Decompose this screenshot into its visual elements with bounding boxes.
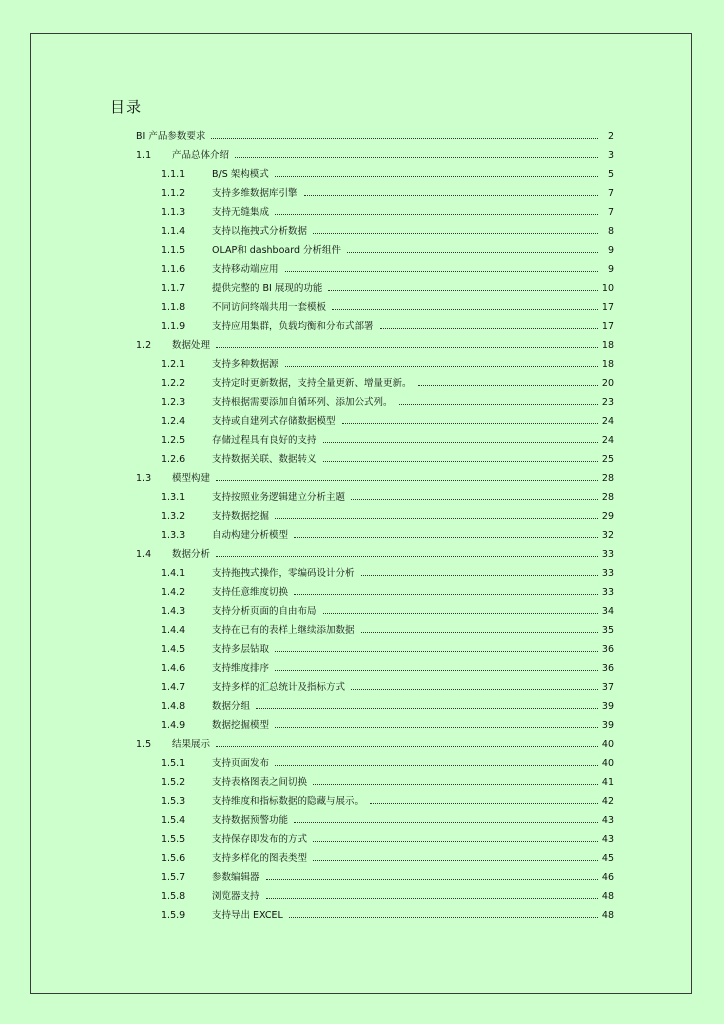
toc-entry-title[interactable]: 存储过程具有良好的支持 — [212, 431, 323, 450]
toc-entry-title[interactable]: 支持数据预警功能 — [212, 811, 294, 830]
toc-entry-number: 1.5.2 — [161, 777, 186, 788]
toc-entry-title[interactable]: 支持或自建列式存储数据模型 — [212, 412, 342, 431]
toc-entry-title[interactable]: 不同访问终端共用一套模板 — [212, 298, 332, 317]
toc-entry-number: 1.4.7 — [161, 682, 186, 693]
dot-leader — [347, 252, 606, 253]
toc-entry-title[interactable]: 支持移动端应用 — [212, 260, 285, 279]
toc-entry-number: 1.4.2 — [161, 587, 186, 598]
toc-entry-page: 37 — [598, 678, 614, 697]
toc-entry-title[interactable]: 支持无缝集成 — [212, 203, 275, 222]
toc-entry-title[interactable]: 数据挖掘模型 — [212, 716, 275, 735]
toc-entry-title[interactable]: 支持根据需要添加自循环列、添加公式列。 — [212, 393, 399, 412]
toc-entry-number: 1.1.2 — [161, 188, 186, 199]
toc-entry-page: 43 — [598, 830, 614, 849]
toc-entry-title[interactable]: 支持多样化的图表类型 — [212, 849, 313, 868]
toc-entry-title[interactable]: 支持维度排序 — [212, 659, 275, 678]
toc-entry[interactable] — [0, 260, 724, 279]
toc-entry[interactable] — [0, 868, 724, 887]
dot-leader — [313, 841, 606, 842]
toc-entry-title[interactable]: 支持任意维度切换 — [212, 583, 294, 602]
toc-entry-page: 7 — [598, 184, 614, 203]
dot-leader — [211, 138, 606, 139]
dot-leader — [294, 822, 606, 823]
dot-leader — [216, 480, 606, 481]
toc-entry-page: 9 — [598, 260, 614, 279]
toc-entry-title[interactable]: 支持多层钻取 — [212, 640, 275, 659]
toc-entry[interactable] — [0, 792, 724, 811]
toc-entry-page: 25 — [598, 450, 614, 469]
toc-entry[interactable] — [0, 735, 724, 754]
toc-entry-page: 34 — [598, 602, 614, 621]
toc-entry-title[interactable]: 模型构建 — [172, 469, 216, 488]
dot-leader — [418, 385, 606, 386]
dot-leader — [275, 518, 606, 519]
toc-entry[interactable] — [0, 583, 724, 602]
dot-leader — [351, 689, 606, 690]
toc-entry-page: 32 — [598, 526, 614, 545]
toc-entry[interactable] — [0, 127, 724, 146]
toc-entry[interactable] — [0, 165, 724, 184]
toc-entry-page: 17 — [598, 298, 614, 317]
toc-entry-title[interactable]: 支持以拖拽式分析数据 — [212, 222, 313, 241]
toc-entry[interactable] — [0, 887, 724, 906]
toc-entry[interactable] — [0, 811, 724, 830]
toc-entry-number: 1.4 — [136, 549, 152, 560]
toc-entry-page: 45 — [598, 849, 614, 868]
toc-entry[interactable] — [0, 184, 724, 203]
toc-entry-number: 1.5.5 — [161, 834, 186, 845]
dot-leader — [332, 309, 606, 310]
toc-entry-page: 39 — [598, 697, 614, 716]
toc-entry-page: 36 — [598, 640, 614, 659]
toc-entry-title[interactable]: 浏览器支持 — [212, 887, 266, 906]
dot-leader — [294, 594, 606, 595]
toc-entry-number: 1.3.3 — [161, 530, 186, 541]
toc-entry[interactable] — [0, 241, 724, 260]
toc-entry-page: 20 — [598, 374, 614, 393]
toc-entry-number: 1.4.3 — [161, 606, 186, 617]
toc-entry[interactable] — [0, 545, 724, 564]
dot-leader — [294, 537, 606, 538]
toc-entry-title[interactable]: 支持导出 EXCEL — [212, 906, 289, 925]
toc-entry[interactable] — [0, 697, 724, 716]
toc-entry-number: 1.1.4 — [161, 226, 186, 237]
toc-entry-number: 1.3.1 — [161, 492, 186, 503]
dot-leader — [328, 290, 606, 291]
dot-leader — [285, 366, 606, 367]
toc-entry-number: 1.5.3 — [161, 796, 186, 807]
toc-entry-page: 39 — [598, 716, 614, 735]
toc-entry[interactable] — [0, 488, 724, 507]
toc-entry-number: 1.1.5 — [161, 245, 186, 256]
toc-entry-title[interactable]: 支持拖拽式操作，零编码设计分析 — [212, 564, 361, 583]
toc-entry-number: 1.1.7 — [161, 283, 186, 294]
toc-entry-title[interactable]: 支持定时更新数据，支持全量更新、增量更新。 — [212, 374, 418, 393]
toc-entry[interactable] — [0, 640, 724, 659]
dot-leader — [235, 157, 606, 158]
dot-leader — [289, 917, 606, 918]
toc-entry-page: 33 — [598, 583, 614, 602]
toc-entry-page: 40 — [598, 735, 614, 754]
toc-entry-title[interactable]: 支持数据关联、数据转义 — [212, 450, 323, 469]
toc-entry-page: 48 — [598, 887, 614, 906]
toc-entry-title[interactable]: 支持按照业务逻辑建立分析主题 — [212, 488, 351, 507]
toc-entry[interactable] — [0, 393, 724, 412]
dot-leader — [216, 556, 606, 557]
toc-entry-number: 1.1 — [136, 150, 152, 161]
toc-entry[interactable] — [0, 450, 724, 469]
toc-entry-title[interactable]: 支持分析页面的自由布局 — [212, 602, 323, 621]
dot-leader — [313, 860, 606, 861]
dot-leader — [275, 727, 606, 728]
dot-leader — [216, 746, 606, 747]
toc-entry-title[interactable]: 支持多维数据库引擎 — [212, 184, 304, 203]
toc-entry-number: 1.5 — [136, 739, 152, 750]
toc-entry-title[interactable]: 自动构建分析模型 — [212, 526, 294, 545]
toc-entry-number: 1.5.8 — [161, 891, 186, 902]
toc-entry-number: 1.4.5 — [161, 644, 186, 655]
toc-entry[interactable] — [0, 374, 724, 393]
toc-entry-title[interactable]: BI 产品参数要求 — [136, 127, 211, 146]
toc-entry-number: 1.2.3 — [161, 397, 186, 408]
toc-entry-page: 5 — [598, 165, 614, 184]
toc-entry[interactable] — [0, 222, 724, 241]
toc-entry[interactable] — [0, 298, 724, 317]
table-of-contents — [0, 127, 724, 925]
toc-entry[interactable] — [0, 602, 724, 621]
dot-leader — [323, 613, 606, 614]
toc-entry-page: 41 — [598, 773, 614, 792]
toc-entry-title[interactable]: 数据处理 — [172, 336, 216, 355]
dot-leader — [275, 765, 606, 766]
toc-entry-number: 1.4.4 — [161, 625, 186, 636]
dot-leader — [275, 176, 606, 177]
toc-entry-number: 1.4.1 — [161, 568, 186, 579]
toc-entry-number: 1.1.8 — [161, 302, 186, 313]
toc-entry-page: 36 — [598, 659, 614, 678]
toc-entry-page: 40 — [598, 754, 614, 773]
toc-entry-number: 1.5.6 — [161, 853, 186, 864]
toc-entry[interactable] — [0, 146, 724, 165]
toc-entry-page: 48 — [598, 906, 614, 925]
toc-entry[interactable] — [0, 336, 724, 355]
toc-entry-title[interactable]: 支持在已有的表样上继续添加数据 — [212, 621, 361, 640]
dot-leader — [351, 499, 606, 500]
dot-leader — [266, 879, 606, 880]
toc-entry-number: 1.2.1 — [161, 359, 186, 370]
toc-entry[interactable] — [0, 773, 724, 792]
dot-leader — [313, 784, 606, 785]
dot-leader — [313, 233, 606, 234]
dot-leader — [256, 708, 606, 709]
toc-entry-title[interactable]: 支持保存即发布的方式 — [212, 830, 313, 849]
toc-entry[interactable] — [0, 716, 724, 735]
dot-leader — [380, 328, 606, 329]
toc-entry-title[interactable]: 支持多样的汇总统计及指标方式 — [212, 678, 351, 697]
toc-entry-page: 33 — [598, 564, 614, 583]
dot-leader — [266, 898, 606, 899]
toc-entry-page: 2 — [598, 127, 614, 146]
toc-entry-number: 1.2.2 — [161, 378, 186, 389]
dot-leader — [275, 651, 606, 652]
toc-entry-number: 1.3.2 — [161, 511, 186, 522]
toc-entry-title[interactable]: B/S 架构模式 — [212, 165, 275, 184]
toc-entry[interactable] — [0, 849, 724, 868]
toc-entry-page: 17 — [598, 317, 614, 336]
toc-entry-page: 35 — [598, 621, 614, 640]
toc-entry-page: 23 — [598, 393, 614, 412]
toc-entry[interactable] — [0, 203, 724, 222]
dot-leader — [275, 214, 606, 215]
toc-heading: 目录 — [110, 98, 143, 116]
toc-entry-number: 1.1.1 — [161, 169, 186, 180]
toc-entry-page: 7 — [598, 203, 614, 222]
toc-entry[interactable] — [0, 621, 724, 640]
toc-entry[interactable] — [0, 906, 724, 925]
toc-entry-number: 1.1.9 — [161, 321, 186, 332]
dot-leader — [361, 575, 606, 576]
toc-entry[interactable] — [0, 564, 724, 583]
toc-entry-title[interactable]: 支持表格图表之间切换 — [212, 773, 313, 792]
dot-leader — [275, 670, 606, 671]
dot-leader — [323, 461, 606, 462]
toc-entry-number: 1.2.5 — [161, 435, 186, 446]
dot-leader — [342, 423, 606, 424]
dot-leader — [399, 404, 606, 405]
toc-entry-page: 24 — [598, 412, 614, 431]
dot-leader — [304, 195, 606, 196]
toc-entry[interactable] — [0, 412, 724, 431]
toc-entry-page: 9 — [598, 241, 614, 260]
toc-entry-page: 42 — [598, 792, 614, 811]
toc-entry[interactable] — [0, 279, 724, 298]
toc-entry-page: 28 — [598, 469, 614, 488]
toc-entry-title[interactable]: 支持维度和指标数据的隐藏与展示。 — [212, 792, 370, 811]
toc-entry-page: 33 — [598, 545, 614, 564]
toc-entry-number: 1.5.1 — [161, 758, 186, 769]
dot-leader — [323, 442, 606, 443]
toc-entry[interactable] — [0, 526, 724, 545]
toc-entry[interactable] — [0, 659, 724, 678]
toc-entry-title[interactable]: 支持页面发布 — [212, 754, 275, 773]
toc-entry-page: 18 — [598, 355, 614, 374]
toc-entry[interactable] — [0, 317, 724, 336]
toc-entry[interactable] — [0, 754, 724, 773]
toc-entry[interactable] — [0, 431, 724, 450]
toc-entry-page: 24 — [598, 431, 614, 450]
toc-entry-title[interactable]: 数据分析 — [172, 545, 216, 564]
toc-entry-number: 1.5.7 — [161, 872, 186, 883]
toc-entry-title[interactable]: 支持多种数据源 — [212, 355, 285, 374]
toc-entry-number: 1.4.8 — [161, 701, 186, 712]
toc-entry-title[interactable]: 支持应用集群，负载均衡和分布式部署 — [212, 317, 380, 336]
toc-entry-title[interactable]: 支持数据挖掘 — [212, 507, 275, 526]
toc-entry-number: 1.1.3 — [161, 207, 186, 218]
toc-entry-number: 1.3 — [136, 473, 152, 484]
toc-entry-number: 1.2.4 — [161, 416, 186, 427]
toc-entry-page: 18 — [598, 336, 614, 355]
dot-leader — [361, 632, 606, 633]
toc-entry[interactable] — [0, 678, 724, 697]
toc-entry-number: 1.5.9 — [161, 910, 186, 921]
toc-entry[interactable] — [0, 507, 724, 526]
dot-leader — [216, 347, 606, 348]
toc-entry-page: 29 — [598, 507, 614, 526]
toc-entry[interactable] — [0, 830, 724, 849]
toc-entry-title[interactable]: 参数编辑器 — [212, 868, 266, 887]
toc-entry-number: 1.5.4 — [161, 815, 186, 826]
toc-entry-number: 1.2.6 — [161, 454, 186, 465]
toc-entry-title[interactable]: 产品总体介绍 — [172, 146, 235, 165]
toc-entry-number: 1.4.6 — [161, 663, 186, 674]
toc-entry-page: 28 — [598, 488, 614, 507]
toc-entry-title[interactable]: 提供完整的 BI 展现的功能 — [212, 279, 328, 298]
toc-entry-title[interactable]: OLAP和 dashboard 分析组件 — [212, 241, 347, 260]
toc-entry-page: 46 — [598, 868, 614, 887]
toc-entry-title[interactable]: 数据分组 — [212, 697, 256, 716]
toc-entry[interactable] — [0, 469, 724, 488]
toc-entry-page: 10 — [598, 279, 614, 298]
toc-entry[interactable] — [0, 355, 724, 374]
toc-entry-page: 43 — [598, 811, 614, 830]
dot-leader — [370, 803, 606, 804]
toc-entry-number: 1.4.9 — [161, 720, 186, 731]
toc-entry-page: 3 — [598, 146, 614, 165]
toc-entry-number: 1.1.6 — [161, 264, 186, 275]
toc-entry-number: 1.2 — [136, 340, 152, 351]
toc-entry-page: 8 — [598, 222, 614, 241]
dot-leader — [285, 271, 606, 272]
toc-entry-title[interactable]: 结果展示 — [172, 735, 216, 754]
